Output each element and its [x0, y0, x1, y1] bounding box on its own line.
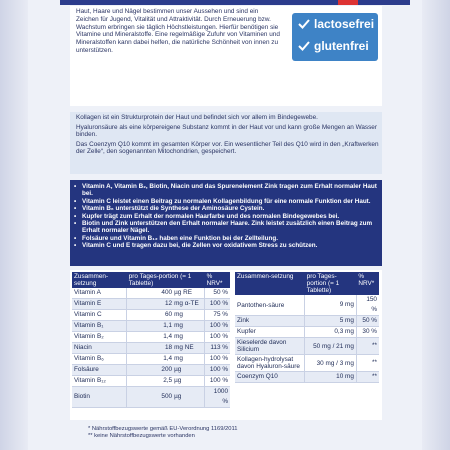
amount-unit: µg: [174, 366, 182, 373]
nutrient-name: Vitamin E: [72, 299, 127, 310]
amount-value: 400: [161, 289, 173, 296]
col-header-amount: pro Tages-portion (= 1 Tablette): [305, 272, 357, 295]
amount-unit: mg α-TE: [174, 300, 199, 307]
nutrient-name: Vitamin B₆: [72, 354, 127, 365]
col-header-composition: Zusammen-setzung: [235, 272, 305, 295]
nutrient-amount: [127, 288, 205, 299]
amount-value: 60: [164, 311, 173, 318]
nutrient-amount: [127, 321, 205, 332]
checkmark-icon: [298, 40, 310, 52]
nutrient-amount: 50 mg / 21 mg: [305, 338, 357, 355]
nutrient-amount: [127, 376, 205, 387]
nutrient-nrv: 50 %: [205, 288, 230, 299]
nutrient-amount: 9 mg: [305, 295, 357, 316]
table-row: [235, 338, 379, 355]
nutrient-nrv: **: [356, 355, 379, 372]
nutrient-name: Niacin: [72, 343, 127, 354]
footnote-no-nrv: ** keine Nährstoffbezugswerte vorhanden: [88, 433, 195, 439]
claim-item: • Vitamin C leistet einen Beitrag zu normalen Kollagenbildung für eine normale Funktion der Haut.: [74, 198, 382, 205]
amount-value: 1,4: [163, 333, 173, 340]
table-row: [235, 327, 379, 338]
free-from-badge: [292, 13, 378, 61]
nutrient-name: Folsäure: [72, 365, 127, 376]
nutrient-name: Zink: [235, 316, 305, 327]
nutrient-nrv: **: [356, 338, 379, 355]
table-row: [72, 299, 230, 310]
intro-text: Haut, Haare und Nägel bestimmen unser Aussehen und sind ein Zeichen für Jugend, Vitalität und Attraktivität. Durch Erneuerung bzw. Wachstum erbringen sie täglich Höchstleistungen. Hierfür benötigen sie Vitamine und Mineralstoffe. Eine regelmäßige Zufuhr von Vitaminen und Mineralstoffen kann dabei helfen, die natürliche Schönheit von innen zu unterstützen.: [76, 8, 280, 54]
footnotes: [88, 426, 238, 440]
table-row: [72, 310, 230, 321]
nutrient-nrv: 50 %: [356, 316, 379, 327]
nutrient-nrv: 100 %: [205, 365, 230, 376]
table-row: [72, 321, 230, 332]
amount-value: 12: [164, 300, 173, 307]
claim-item: • Vitamin C und E tragen dazu bei, die Zellen vor oxidativem Stress zu schützen.: [74, 242, 382, 249]
nutrient-name: Kieselerde davon Silicium: [235, 338, 305, 355]
health-claims-panel: [70, 180, 382, 266]
nutrient-nrv: 100 %: [205, 332, 230, 343]
table-row: [235, 316, 379, 327]
nutrient-name: Vitamin B₁: [72, 321, 127, 332]
table-header-row: [72, 272, 230, 288]
nutrient-nrv: 113 %: [205, 343, 230, 354]
nutrient-name: Vitamin C: [72, 310, 127, 321]
amount-value: 200: [161, 366, 173, 373]
nutrient-amount: 0,3 mg: [305, 327, 357, 338]
badge-lactose-label: lactosefrei: [314, 17, 375, 31]
nutrient-nrv: **: [356, 372, 379, 383]
table-row: [72, 343, 230, 354]
nutrient-name: Coenzym Q10: [235, 372, 305, 383]
top-red-mark: [338, 0, 358, 5]
claim-item: • Vitamin A, Vitamin B₂, Biotin, Niacin und das Spurenelement Zink tragen zum Erhalt normaler Haut bei.: [74, 183, 382, 198]
collagen-panel: [70, 112, 382, 174]
amount-unit: µg: [174, 393, 182, 400]
nutrient-amount: [127, 332, 205, 343]
nutrient-amount: 10 mg: [305, 372, 357, 383]
table-row: [72, 365, 230, 376]
table-row: [235, 355, 379, 372]
nutrient-amount: [127, 354, 205, 365]
nutrient-name: Pantothen-säure: [235, 295, 305, 316]
collagen-text-3: Das Coenzym Q10 kommt im gesamten Körper vor. Ein wesentlicher Teil des Q10 wird in den „Kraftwerken der Zelle“, den sogenannten Mitochondrien, gespeichert.: [76, 140, 379, 156]
claim-item: • Kupfer trägt zum Erhalt der normalen Haarfarbe und des normalen Bindegewebes bei.: [74, 213, 382, 220]
collagen-text-2: Hyaluronsäure als eine körpereigene Substanz kommt in der Haut vor und kann große Mengen an Wasser binden.: [76, 123, 377, 139]
nutrient-amount: [127, 343, 205, 354]
table-row: [235, 372, 379, 383]
amount-value: 18: [164, 344, 173, 351]
amount-unit: µg: [174, 377, 182, 384]
nutrient-name: Kupfer: [235, 327, 305, 338]
nutrient-name: Biotin: [72, 387, 127, 408]
claim-item: • Biotin und Zink unterstützen den Erhalt normaler Haare. Zink leistet zusätzlich einen Beitrag zum Erhalt normaler Nägel.: [74, 220, 382, 235]
health-claims-list: [74, 183, 382, 250]
table-row: [72, 387, 230, 408]
amount-value: 500: [161, 393, 173, 400]
nutrition-table-left: [72, 272, 230, 408]
nutrient-nrv: 150 %: [356, 295, 379, 316]
col-header-nrv: % NRV*: [356, 272, 379, 295]
package-edge-right: [422, 0, 450, 450]
badge-gluten-label: glutenfrei: [314, 39, 369, 53]
nutrient-nrv: 100 %: [205, 299, 230, 310]
amount-unit: mg: [174, 355, 183, 362]
claim-item: • Vitamin B₆ unterstützt die Synthese der Aminosäure Cystein.: [74, 205, 382, 212]
nutrient-name: Kollagen-hydrolysat davon Hyaluron-säure: [235, 355, 305, 372]
nutrient-amount: 5 mg: [305, 316, 357, 327]
amount-unit: mg NE: [174, 344, 194, 351]
amount-unit: mg: [174, 322, 183, 329]
nutrient-name: Vitamin B₁₂: [72, 376, 127, 387]
badge-row-gluten: [292, 35, 378, 57]
nutrient-amount: [127, 387, 205, 408]
badge-row-lactose: [292, 13, 378, 35]
table-row: [72, 376, 230, 387]
checkmark-icon: [298, 18, 310, 30]
claim-item: • Folsäure und Vitamin B₁₂ haben eine Funktion bei der Zellteilung.: [74, 235, 382, 242]
amount-value: 2,5: [163, 377, 173, 384]
table-header-row: [235, 272, 379, 295]
nutrient-nrv: 30 %: [356, 327, 379, 338]
nutrient-amount: [127, 310, 205, 321]
nutrient-nrv: 100 %: [205, 321, 230, 332]
table-row: [72, 332, 230, 343]
col-header-nrv: % NRV*: [205, 272, 230, 288]
table-row: [72, 288, 230, 299]
col-header-amount: pro Tages-portion (= 1 Tablette): [127, 272, 205, 288]
nutrient-amount: 30 mg / 3 mg: [305, 355, 357, 372]
nutrient-name: Vitamin B₂: [72, 332, 127, 343]
table-row: [72, 354, 230, 365]
nutrition-panel: [70, 270, 382, 420]
nutrient-amount: [127, 365, 205, 376]
nutrient-nrv: 75 %: [205, 310, 230, 321]
amount-unit: mg: [174, 333, 183, 340]
nutrient-amount: [127, 299, 205, 310]
nutrient-nrv: 100 %: [205, 376, 230, 387]
amount-unit: mg: [174, 311, 183, 318]
amount-unit: µg RE: [174, 289, 192, 296]
amount-value: 1,4: [163, 355, 173, 362]
table-row: [235, 295, 379, 316]
nutrient-nrv: 100 %: [205, 354, 230, 365]
intro-panel: [70, 6, 382, 106]
collagen-text-1: Kollagen ist ein Strukturprotein der Haut und befindet sich vor allem im Bindegewebe.: [76, 114, 318, 121]
footnote-nrv: * Nährstoffbezugswerte gemäß EU-Verordnung 1169/2011: [88, 426, 238, 432]
amount-value: 1,1: [163, 322, 173, 329]
package-edge-left: [0, 0, 28, 450]
nutrient-name: Vitamin A: [72, 288, 127, 299]
nutrition-table-right: [235, 272, 379, 383]
nutrient-nrv: 1000 %: [205, 387, 230, 408]
col-header-composition: Zusammen-setzung: [72, 272, 127, 288]
